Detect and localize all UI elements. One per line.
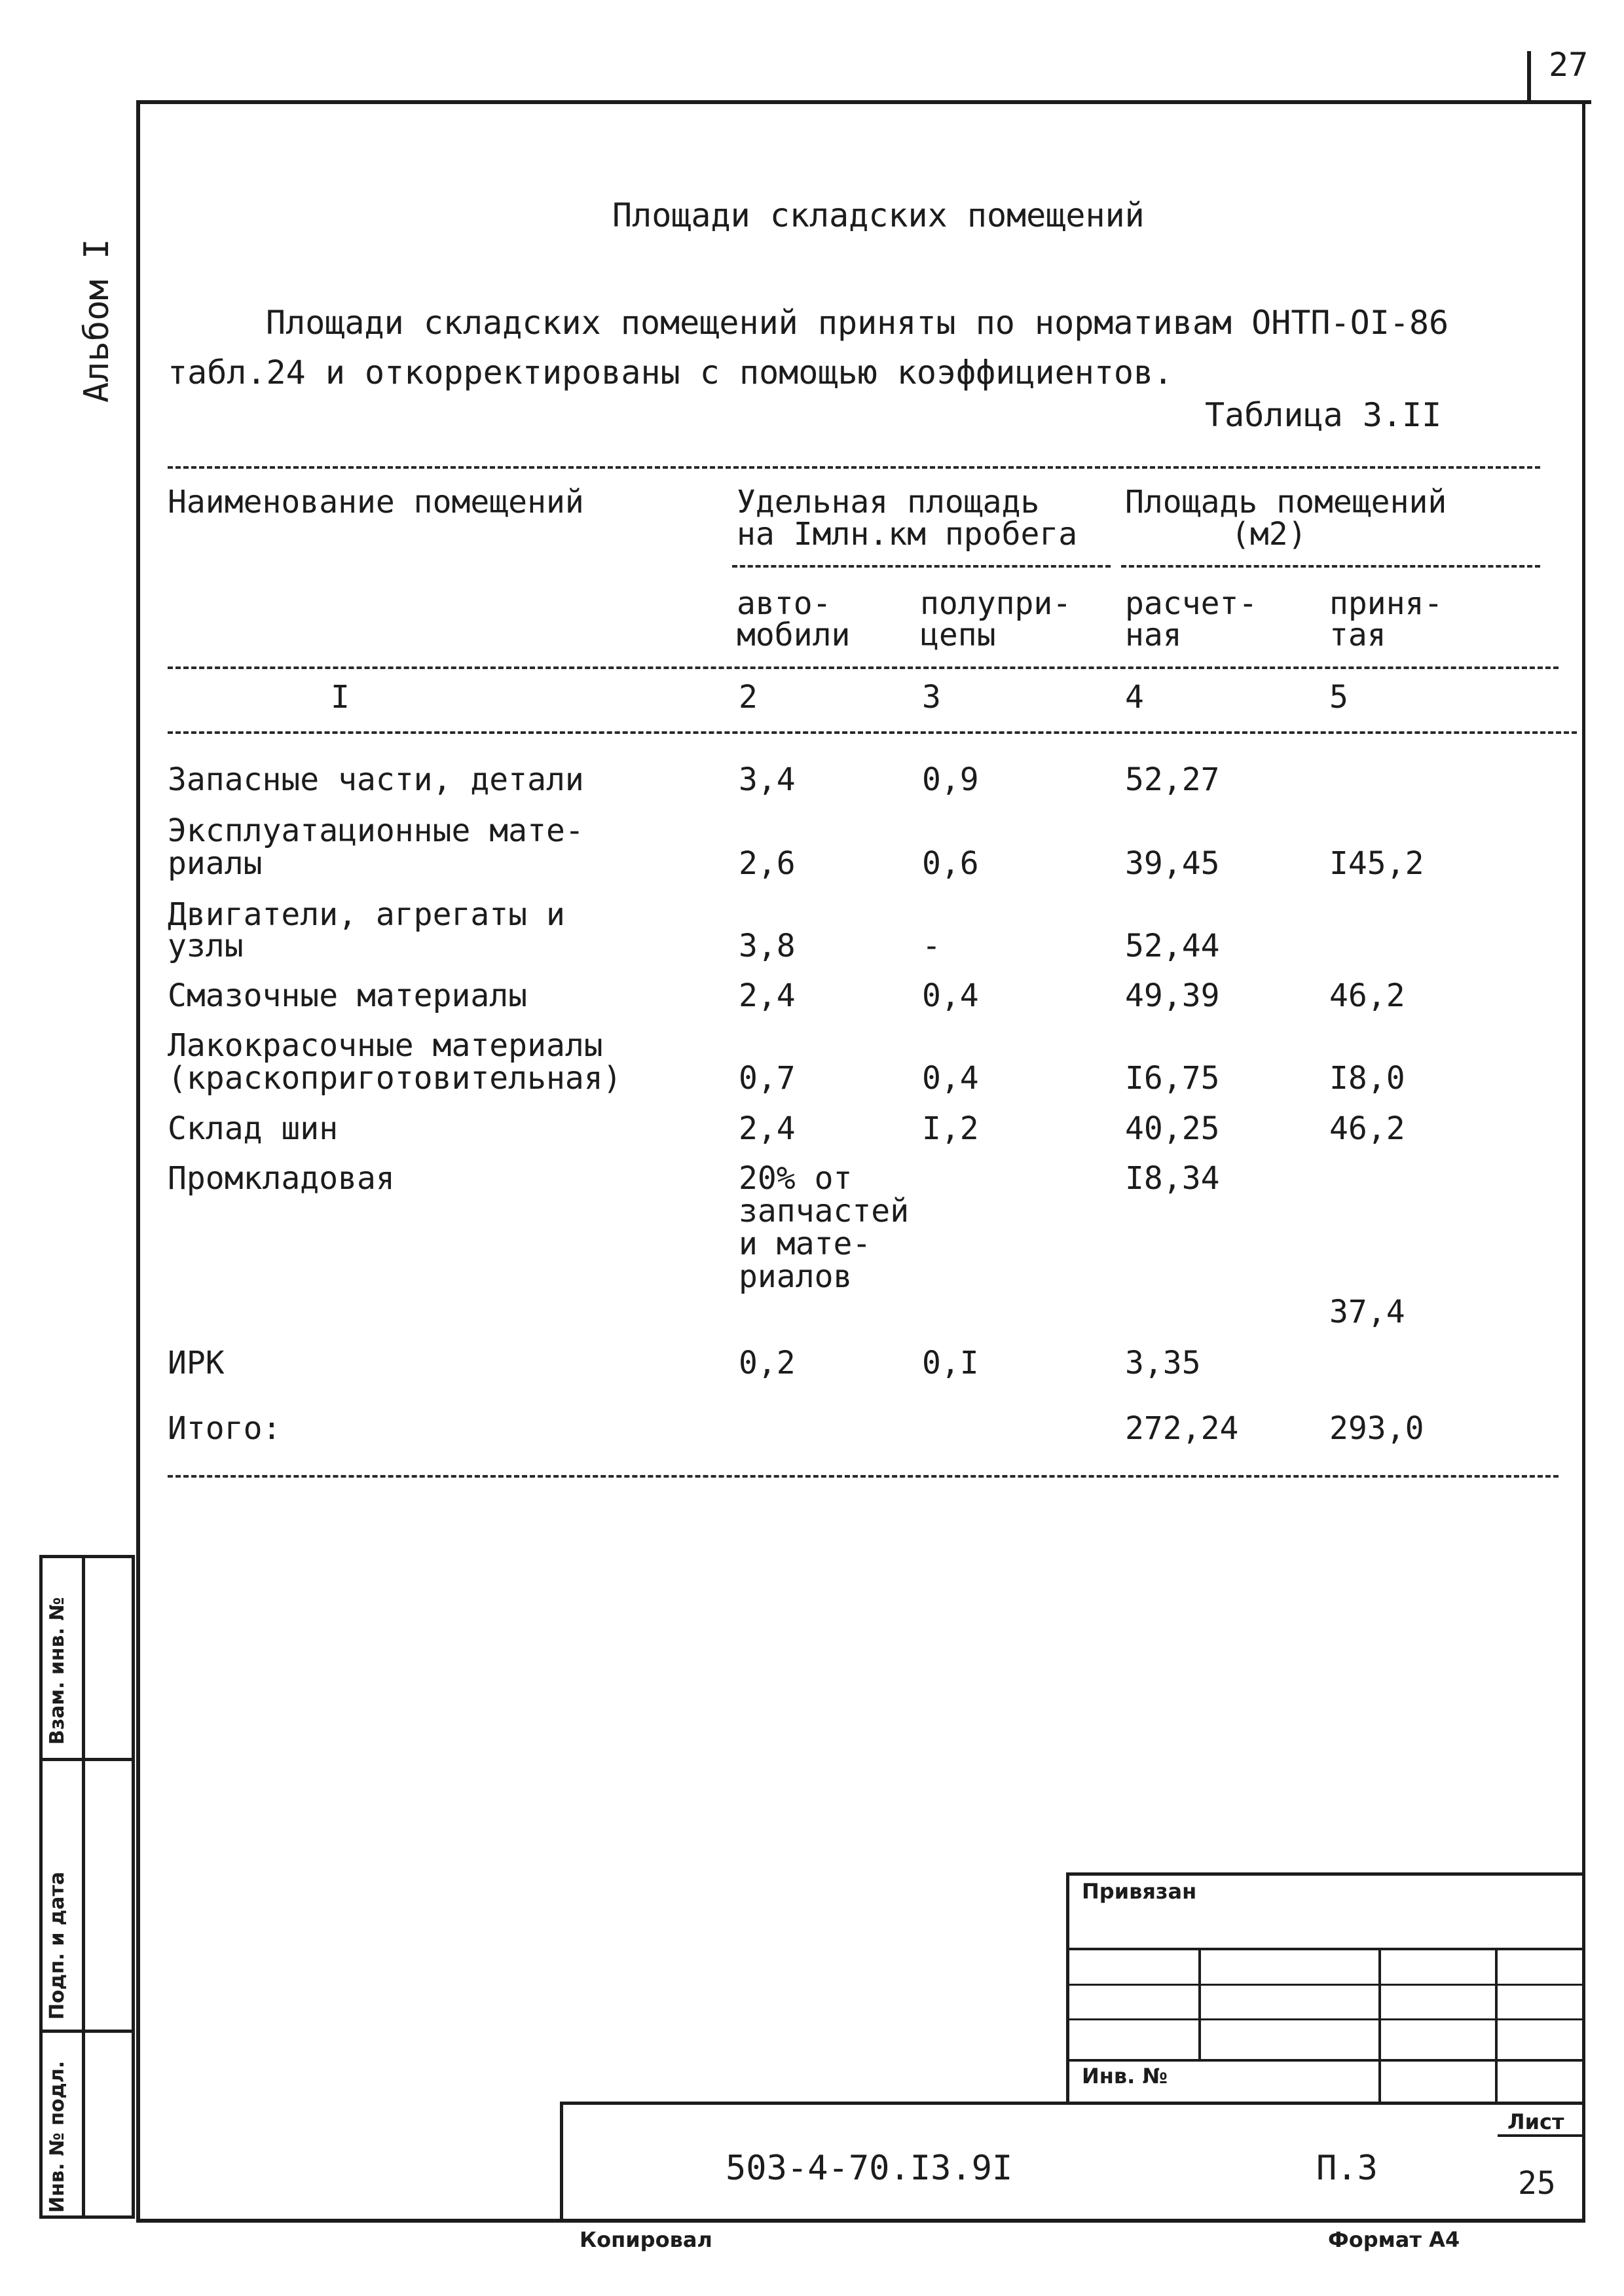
table-row-name: ИРК bbox=[168, 1345, 225, 1381]
header-calc-2: ная bbox=[1125, 617, 1182, 653]
table-row-cars: 0,7 bbox=[739, 1060, 796, 1097]
col-number-3: 3 bbox=[922, 679, 941, 716]
stamp-col-line bbox=[1495, 1948, 1498, 2104]
table-row-calc: I6,75 bbox=[1125, 1060, 1220, 1097]
frame-left-line bbox=[136, 100, 140, 2223]
table-row-accepted: 46,2 bbox=[1329, 1110, 1405, 1147]
table-row-calc: I8,34 bbox=[1125, 1160, 1220, 1197]
header-name: Наименование помещений bbox=[168, 484, 584, 520]
table-row-name-cont: риалы bbox=[168, 845, 263, 882]
stamp-col-line bbox=[1198, 1948, 1201, 2059]
header-rule-bottom bbox=[168, 666, 1559, 669]
header-accepted-1: приня- bbox=[1329, 585, 1443, 622]
table-row-name: Запасные части, детали bbox=[168, 761, 584, 798]
table-row-trailers: 0,6 bbox=[922, 845, 979, 882]
header-trailers-1: полупри- bbox=[920, 585, 1072, 622]
table-row-calc: 39,45 bbox=[1125, 845, 1220, 882]
header-cars-1: авто- bbox=[737, 585, 832, 622]
stamp-row-line bbox=[1066, 2018, 1583, 2020]
col-number-2: 2 bbox=[739, 679, 758, 716]
total-label: Итого: bbox=[168, 1410, 282, 1447]
binding-label-sign-date: Подп. и дата bbox=[46, 1871, 69, 2020]
frame-top-line bbox=[136, 100, 1591, 104]
table-row-trailers: 0,9 bbox=[922, 761, 979, 798]
header-trailers-2: цепы bbox=[920, 617, 996, 653]
table-row-calc: 49,39 bbox=[1125, 977, 1220, 1014]
table-row-accepted: I8,0 bbox=[1329, 1060, 1405, 1097]
col-number-1: I bbox=[331, 679, 350, 716]
attached-label: Привязан bbox=[1082, 1879, 1197, 1904]
table-row-name: Лакокрасочные материалы bbox=[168, 1027, 603, 1064]
album-label: Альбом I bbox=[77, 238, 117, 403]
total-calc: 272,24 bbox=[1125, 1410, 1239, 1447]
header-specific-1: Удельная площадь bbox=[737, 484, 1040, 520]
table-row-cars: 2,4 bbox=[739, 1110, 796, 1147]
sheet-number: 25 bbox=[1518, 2165, 1556, 2202]
inv-no-label: Инв. № bbox=[1082, 2064, 1168, 2088]
table-row-name: Двигатели, агрегаты и bbox=[168, 896, 565, 933]
table-row-cars: 0,2 bbox=[739, 1345, 796, 1381]
table-row-cars: 2,4 bbox=[739, 977, 796, 1014]
table-row-accepted: 37,4 bbox=[1329, 1294, 1405, 1330]
format-label: Формат А4 bbox=[1328, 2227, 1460, 2252]
binding-strip-rule bbox=[39, 2030, 135, 2033]
intro-line-2: табл.24 и откорректированы с помощью коэффициентов. bbox=[168, 354, 1173, 392]
table-row-trailers: 0,4 bbox=[922, 1060, 979, 1097]
table-row-name-cont: (краскоприготовительная) bbox=[168, 1060, 622, 1097]
numbers-rule-bottom bbox=[168, 731, 1577, 734]
document-code: 503-4-70.I3.9I bbox=[726, 2149, 1013, 2188]
frame-right-line bbox=[1582, 100, 1585, 2223]
header-cars-2: мобили bbox=[737, 617, 851, 653]
code-block-left bbox=[560, 2102, 563, 2221]
table-row-name: Склад шин bbox=[168, 1110, 339, 1147]
table-row-name-cont: узлы bbox=[168, 928, 244, 964]
copied-label: Копировал bbox=[580, 2227, 712, 2252]
corner-bar bbox=[1527, 51, 1531, 102]
table-row-trailers: 0,I bbox=[922, 1345, 979, 1381]
table-row-trailers: - bbox=[922, 928, 941, 964]
binding-strip-rule bbox=[39, 1758, 135, 1761]
table-row-cars: 20% от bbox=[739, 1160, 853, 1197]
stamp-top-border bbox=[1066, 1872, 1583, 1876]
corner-page-number: 27 bbox=[1549, 46, 1589, 84]
header-rule-specific bbox=[732, 565, 1111, 568]
frame-bottom-line bbox=[136, 2219, 1585, 2223]
table-label: Таблица 3.II bbox=[1205, 396, 1442, 434]
table-rule-end bbox=[168, 1475, 1559, 1478]
page-title: Площади складских помещений bbox=[612, 196, 1145, 234]
col-number-4: 4 bbox=[1125, 679, 1144, 716]
header-specific-2: на Iмлн.км пробега bbox=[737, 516, 1078, 553]
table-row-cars: 3,4 bbox=[739, 761, 796, 798]
table-row-accepted: I45,2 bbox=[1329, 845, 1424, 882]
table-row-calc: 52,44 bbox=[1125, 928, 1220, 964]
header-calc-1: расчет- bbox=[1125, 585, 1258, 622]
table-row-calc: 40,25 bbox=[1125, 1110, 1220, 1147]
table-row-cars: 2,6 bbox=[739, 845, 796, 882]
binding-label-orig-inv: Инв. № подл. bbox=[46, 2060, 69, 2213]
binding-label-replace-inv: Взам. инв. № bbox=[46, 1597, 69, 1745]
stamp-col-line bbox=[1378, 1948, 1381, 2104]
stamp-row-line bbox=[1066, 2059, 1583, 2062]
intro-line-1: Площади складских помещений приняты по нормативам ОНТП-OI-86 bbox=[266, 304, 1449, 342]
table-row-cars: 3,8 bbox=[739, 928, 796, 964]
sheet-cell-divider bbox=[1498, 2134, 1583, 2137]
binding-strip-divider bbox=[82, 1555, 85, 2219]
header-rule-area bbox=[1121, 565, 1540, 568]
table-row-trailers: 0,4 bbox=[922, 977, 979, 1014]
table-row-calc: 3,35 bbox=[1125, 1345, 1201, 1381]
document-section: П.3 bbox=[1316, 2149, 1378, 2188]
table-row-cars-cont: и мате- bbox=[739, 1226, 872, 1262]
table-row-name: Промкладовая bbox=[168, 1160, 395, 1197]
header-area-2: (м2) bbox=[1231, 516, 1307, 553]
table-row-cars-cont: риалов bbox=[739, 1258, 853, 1295]
stamp-row-line bbox=[1066, 1948, 1583, 1950]
table-row-name: Эксплуатационные мате- bbox=[168, 812, 584, 849]
table-row-trailers: I,2 bbox=[922, 1110, 979, 1147]
intro-paragraph bbox=[168, 298, 1543, 397]
stamp-left-border bbox=[1066, 1872, 1069, 2104]
code-block-top bbox=[560, 2102, 1583, 2105]
col-number-5: 5 bbox=[1329, 679, 1348, 716]
table-row-calc: 52,27 bbox=[1125, 761, 1220, 798]
total-accepted: 293,0 bbox=[1329, 1410, 1424, 1447]
table-rule-top bbox=[168, 466, 1540, 469]
table-row-name: Смазочные материалы bbox=[168, 977, 528, 1014]
header-accepted-2: тая bbox=[1329, 617, 1386, 653]
table-row-accepted: 46,2 bbox=[1329, 977, 1405, 1014]
table-row-cars-cont: запчастей bbox=[739, 1193, 910, 1230]
header-area-1: Площадь помещений bbox=[1125, 484, 1447, 520]
stamp-row-line bbox=[1066, 1984, 1583, 1986]
sheet-label: Лист bbox=[1507, 2109, 1564, 2134]
